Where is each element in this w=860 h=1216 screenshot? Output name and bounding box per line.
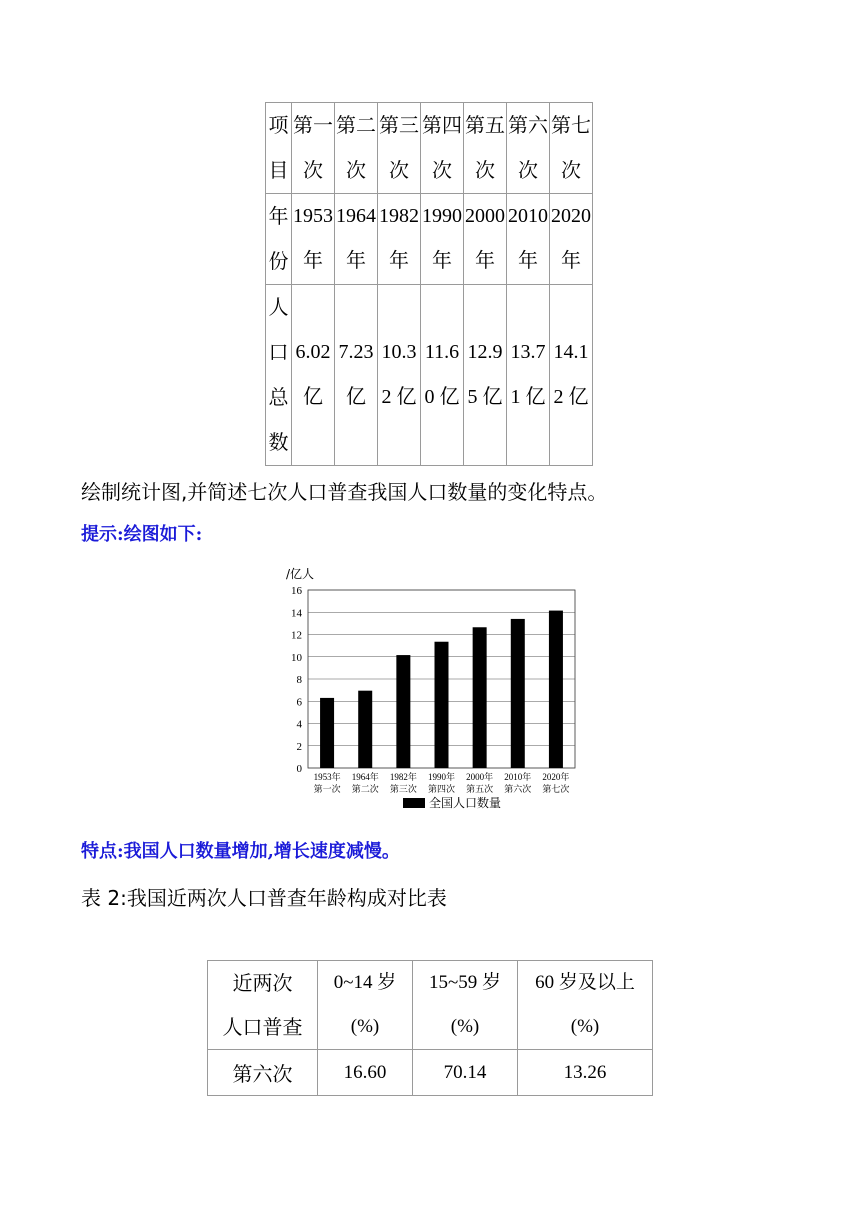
table-cell: 13.26: [518, 1050, 653, 1096]
table-cell: 第三 次: [378, 103, 421, 194]
y-tick-label: 8: [296, 674, 302, 686]
table2-title: 表 2:我国近两次人口普查年龄构成对比表: [81, 886, 447, 910]
y-tick-label: 10: [291, 651, 302, 664]
table-row-row-population: [266, 285, 593, 466]
x-tick-label-year: 1990年: [427, 772, 456, 782]
x-tick-label-year: 1953年: [313, 772, 341, 782]
hint-text: 提示:绘图如下:: [81, 524, 203, 545]
table-cell: 1982 年: [378, 194, 421, 285]
table-cell: 12.9 5 亿: [464, 285, 507, 466]
column-header: 近两次 人口普查: [208, 961, 318, 1050]
column-header: 0~14 岁 (%): [318, 961, 413, 1050]
x-tick-label-year: 2000年: [466, 772, 494, 782]
census-population-table: [265, 102, 593, 466]
table-cell: 第七 次: [550, 103, 593, 194]
y-tick-label: 6: [296, 696, 302, 709]
table-cell: 第五 次: [464, 103, 507, 194]
table-cell: 7.23 亿: [335, 285, 378, 466]
legend-swatch: [403, 798, 425, 808]
x-tick-label-round: 第三次: [389, 784, 417, 794]
table-cell: 2020 年: [550, 194, 593, 285]
bar: [435, 642, 449, 768]
population-bar-chart: [270, 560, 590, 820]
column-header: 60 岁及以上 (%): [518, 961, 653, 1050]
table-cell: 1990 年: [421, 194, 464, 285]
y-tick-label: 2: [296, 740, 302, 753]
task-text: 绘制统计图,并简述七次人口普查我国人口数量的变化特点。: [81, 480, 608, 504]
table-cell: 第六 次: [507, 103, 550, 194]
table-cell: 1953 年: [292, 194, 335, 285]
age-structure-table: [207, 960, 653, 1096]
table-header-row: [208, 961, 653, 1050]
table-cell: 14.1 2 亿: [550, 285, 593, 466]
table-cell: 2000 年: [464, 194, 507, 285]
table-cell: 第四 次: [421, 103, 464, 194]
y-axis-label: /亿人: [286, 567, 315, 581]
table-row-row-year: [266, 194, 593, 285]
table-row-row-project: [266, 103, 593, 194]
row-header-cell: 项 目: [266, 103, 292, 194]
table-cell: 1964 年: [335, 194, 378, 285]
x-tick-label-year: 2020年: [542, 772, 570, 782]
table-cell: 13.7 1 亿: [507, 285, 550, 466]
x-tick-label-year: 1982年: [389, 772, 417, 782]
row-header-cell: 人 口 总 数: [266, 285, 292, 466]
y-tick-label: 14: [291, 607, 302, 620]
table-cell: 第六次: [208, 1050, 318, 1096]
y-tick-label: 4: [296, 718, 302, 731]
table-cell: 第二 次: [335, 103, 378, 194]
bar: [473, 627, 487, 768]
feature-text: 特点:我国人口数量增加,增长速度减慢。: [81, 841, 400, 862]
bar: [396, 655, 410, 768]
table-row: [208, 1050, 653, 1096]
table-cell: 2010 年: [507, 194, 550, 285]
table-cell: 第一 次: [292, 103, 335, 194]
y-tick-label: 16: [291, 585, 302, 597]
x-tick-label-round: 第六次: [504, 784, 532, 794]
table-cell: 16.60: [318, 1050, 413, 1096]
bar: [549, 611, 563, 768]
x-tick-label-year: 1964年: [351, 772, 379, 782]
table-cell: 70.14: [413, 1050, 518, 1096]
bar: [511, 619, 525, 768]
table-cell: 10.3 2 亿: [378, 285, 421, 466]
x-tick-label-round: 第五次: [466, 784, 494, 794]
x-tick-label-year: 2010年: [504, 772, 532, 782]
x-tick-label-round: 第七次: [542, 784, 570, 794]
x-tick-label-round: 第二次: [351, 784, 379, 794]
row-header-cell: 年 份: [266, 194, 292, 285]
x-tick-label-round: 第一次: [313, 784, 341, 794]
bar: [358, 691, 372, 768]
y-tick-label: 12: [291, 629, 302, 642]
column-header: 15~59 岁 (%): [413, 961, 518, 1050]
y-tick-label: 0: [296, 763, 302, 775]
x-tick-label-round: 第四次: [427, 784, 456, 794]
table-cell: 6.02 亿: [292, 285, 335, 466]
table-cell: 11.6 0 亿: [421, 285, 464, 466]
legend-label: 全国人口数量: [429, 796, 502, 810]
bar: [320, 698, 334, 768]
